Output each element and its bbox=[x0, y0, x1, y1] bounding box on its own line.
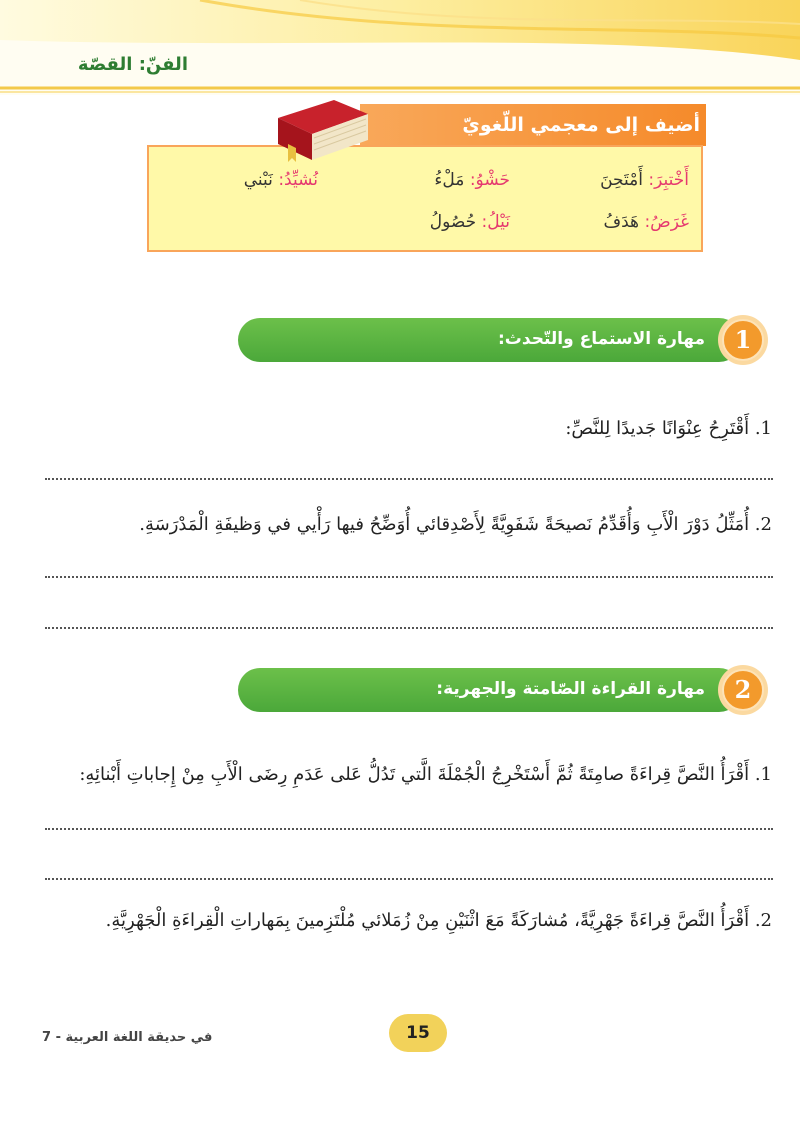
vocab-definition: حُصُولُ bbox=[429, 212, 477, 232]
question-2-1: 1. أَقْرَأُ النَّصَّ قِراءَةً صامِتَةً ثُمَّ أَسْتَخْرِجُ الْجُمْلَةَ الَّتي تَدُلُّ عَلى عَدَمِ رِضَى الْأَبِ مِنْ إِجاباتِ أَبْنائِهِ: bbox=[79, 764, 772, 785]
question-1-1: 1. أَقْتَرِحُ عِنْوَانًا جَديدًا لِلنَّصِّ: bbox=[565, 418, 772, 439]
answer-line bbox=[45, 828, 773, 830]
vocab-term: حَشْوُ: bbox=[469, 170, 510, 190]
vocab-row bbox=[604, 212, 689, 232]
vocab-row bbox=[434, 170, 510, 190]
question-2-2: 2. أَقْرَأُ النَّصَّ قِراءَةً جَهْرِيَّةً، مُشارَكَةً مَعَ اثْنَيْنِ مِنْ زُمَلائي مُلْتَزِمينَ بِمَهاراتِ الْقِراءَةِ الْجَهْرِيَّةِ. bbox=[105, 910, 772, 931]
vocab-row bbox=[244, 170, 318, 190]
vocab-row bbox=[430, 212, 510, 232]
footer-book-title: في حديقة اللغة العربية - 7 bbox=[42, 1030, 213, 1045]
vocab-title: أضيف إلى معجمي اللّغويّ bbox=[462, 114, 700, 136]
vocab-definition: هَدَفُ bbox=[603, 212, 640, 232]
answer-line bbox=[45, 576, 773, 578]
vocab-term: غَرَضُ: bbox=[644, 212, 689, 232]
vocab-row bbox=[600, 170, 689, 190]
book-icon bbox=[272, 96, 372, 166]
skill-2-number: 2 bbox=[734, 675, 752, 704]
skill-2-title: مهارة القراءة الصّامتة والجهرية: bbox=[436, 679, 705, 699]
answer-line bbox=[45, 478, 773, 480]
skill-1-number-badge bbox=[717, 314, 769, 366]
vocab-term: نُشيِّدُ: bbox=[278, 170, 318, 190]
vocab-term: أَخْتبِرَ: bbox=[648, 170, 689, 190]
vocab-definition: مَلْءُ bbox=[434, 170, 465, 190]
skill-1-number: 1 bbox=[734, 325, 752, 354]
page-number: 15 bbox=[389, 1014, 447, 1052]
vocab-box bbox=[147, 145, 703, 252]
question-1-2: 2. أُمَثِّلُ دَوْرَ الْأَبِ وَأُقَدِّمُ نَصيحَةً شَفَوِيَّةً لِأَصْدِقائي أُوَضِّحُ فيها رَأْيي في وَظيفَةِ الْمَدْرَسَةِ. bbox=[139, 514, 772, 535]
skill-1-title: مهارة الاستماع والتّحدث: bbox=[498, 329, 705, 349]
skill-2-number-badge bbox=[717, 664, 769, 716]
vocab-term: نَيْلُ: bbox=[481, 212, 510, 232]
top-decorative-band bbox=[0, 0, 800, 95]
section-label: الفنّ: القصّة bbox=[77, 54, 188, 75]
vocab-definition: نَبْني bbox=[243, 170, 273, 190]
answer-line bbox=[45, 878, 773, 880]
vocab-definition: أَمْتَحِنَ bbox=[600, 170, 643, 190]
answer-line bbox=[45, 627, 773, 629]
